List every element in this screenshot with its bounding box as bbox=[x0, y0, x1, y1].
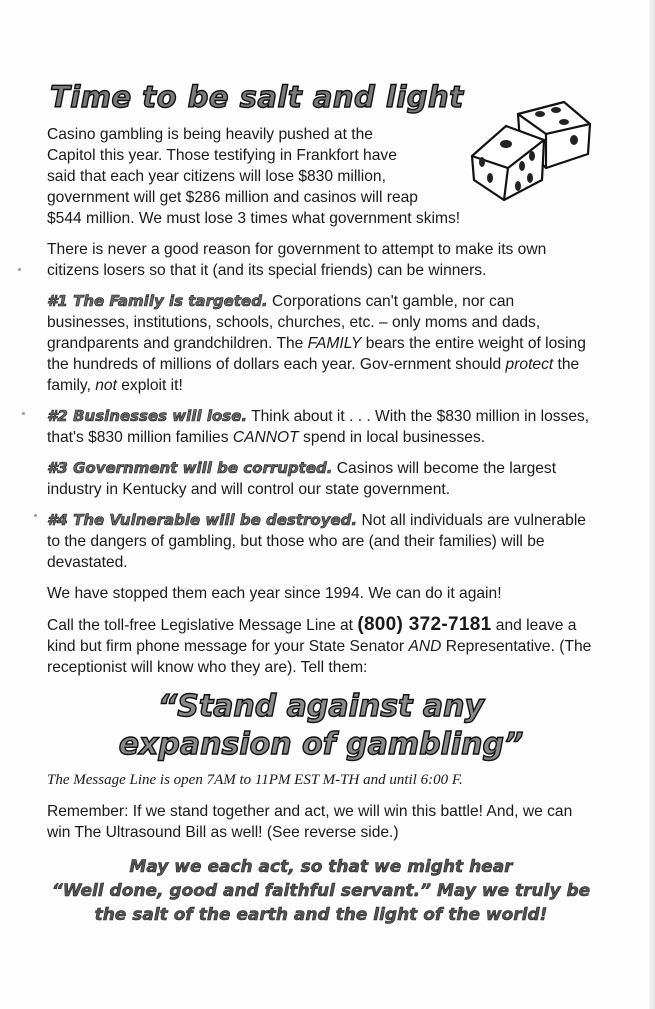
call-text-a: Call the toll-free Legislative Message Line at bbox=[47, 617, 358, 634]
point-vulnerable bbox=[47, 510, 595, 573]
point-family-text-c: the family, bbox=[47, 356, 580, 394]
point-government-heading: #3 Government will be corrupted. bbox=[47, 459, 333, 477]
point-businesses-text-a: Think about it . . . With the $830 million in losses, that's $830 million families bbox=[47, 408, 590, 446]
slogan-line-2: expansion of gambling” bbox=[118, 727, 524, 762]
point-family-heading: #1 The Family is targeted. bbox=[47, 292, 268, 310]
protect-emphasis: protect bbox=[505, 356, 554, 373]
point-family-text-b: bears the entire weight of losing the hundreds of millions of dollars each year. Gov-ernment should bbox=[47, 335, 586, 373]
point-family-text-d: exploit it! bbox=[116, 377, 183, 394]
headline: Time to be salt and light bbox=[50, 80, 464, 114]
point-family bbox=[47, 291, 595, 396]
margin-dot bbox=[34, 514, 37, 517]
intro-line-1: Casino gambling is being heavily pushed at the bbox=[47, 126, 373, 143]
slogan-line-1: “Stand against any bbox=[157, 689, 485, 724]
intro-line-5: $544 million. We must lose 3 times what government skims! bbox=[47, 210, 461, 227]
flyer-body bbox=[47, 124, 595, 927]
call-paragraph bbox=[47, 614, 595, 678]
phone-number: (800) 372-7181 bbox=[357, 614, 492, 635]
intro-line-2: Capitol this year. Those testifying in Frankfort have bbox=[47, 147, 397, 164]
remember-paragraph: Remember: If we stand together and act, we will win this battle! And, we can win The Ultrasound Bill as well! (See reverse side.) bbox=[47, 803, 573, 841]
call-text-c: Representative. (The receptionist will know who they are). Tell them: bbox=[47, 638, 592, 676]
point-vulnerable-heading: #4 The Vulnerable will be destroyed. bbox=[47, 511, 358, 529]
point-government-text: Casinos will become the largest industry in Kentucky and will control our state government. bbox=[47, 460, 557, 498]
closing-line-1: May we each act, so that we might hear bbox=[129, 857, 513, 877]
call-text-b: and leave a kind but firm phone message for your State Senator bbox=[47, 617, 577, 655]
reason-paragraph: There is never a good reason for government to attempt to make its own citizens losers so that it (and its special friends) can be winners. bbox=[47, 241, 547, 279]
margin-dot bbox=[18, 268, 21, 271]
intro-line-3: said that each year citizens will lose $830 million, bbox=[47, 168, 386, 185]
point-businesses-text-b: spend in local businesses. bbox=[298, 429, 486, 446]
point-businesses-heading: #2 Businesses will lose. bbox=[47, 407, 248, 425]
message-line-hours: The Message Line is open 7AM to 11PM EST M-TH and until 6:00 F. bbox=[47, 772, 463, 788]
stopped-paragraph: We have stopped them each year since 1994. We can do it again! bbox=[47, 585, 502, 602]
point-vulnerable-text: Not all individuals are vulnerable to the dangers of gambling, but those who are (and their families) will be devastated. bbox=[47, 512, 586, 571]
point-family-text-a: Corporations can't gamble, nor can businesses, institutions, schools, churches, etc. – only moms and dads, grandparents and grandchildren. The bbox=[47, 293, 541, 352]
closing-line-2: “Well done, good and faithful servant.” May we truly be bbox=[51, 881, 591, 901]
intro-line-4: government will get $286 million and casinos will reap bbox=[47, 189, 418, 206]
family-emphasis: FAMILY bbox=[307, 335, 362, 352]
point-government bbox=[47, 458, 595, 500]
point-businesses bbox=[47, 406, 595, 448]
cannot-emphasis: CANNOT bbox=[232, 429, 299, 446]
closing-blessing bbox=[47, 855, 595, 927]
slogan bbox=[47, 688, 595, 764]
closing-line-3: the salt of the earth and the light of the world! bbox=[94, 905, 548, 925]
not-emphasis: not bbox=[95, 377, 117, 394]
margin-dot bbox=[22, 412, 25, 415]
and-emphasis: AND bbox=[408, 638, 442, 655]
